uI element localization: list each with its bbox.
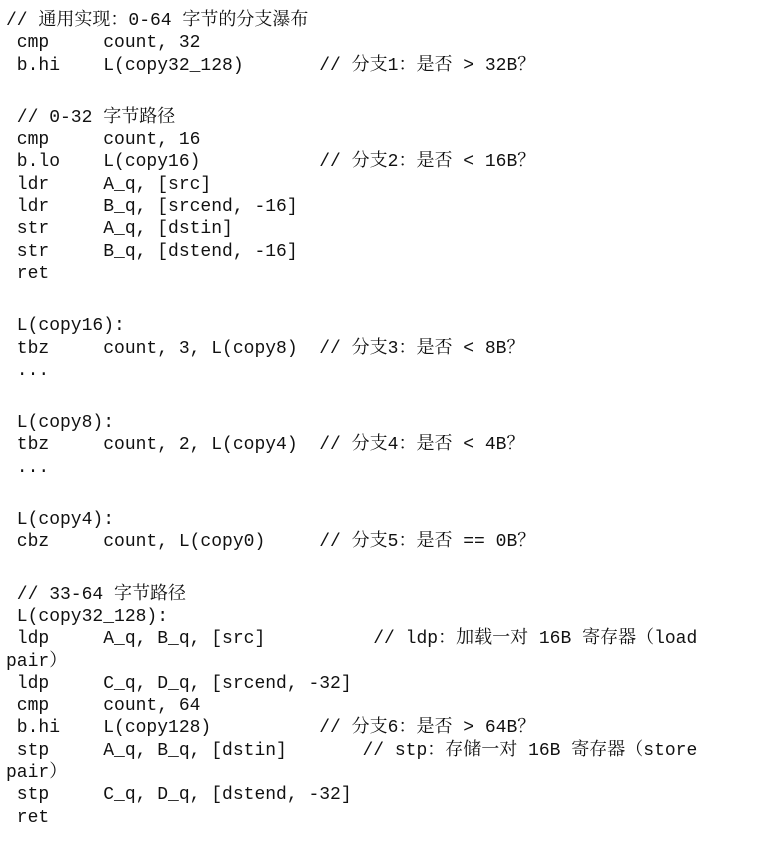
code-line: cmp count, 64 [6,696,201,717]
blank-line [6,285,774,315]
code-line: L(copy8): [6,413,115,434]
code-line: stp C_q, D_q, [dstend, -32] [6,785,352,806]
code-line: tbz count, 2, L(copy4) // 分支4：是否 < 4B？ [6,435,525,456]
code-line: ret [6,263,50,284]
code-listing [6,10,774,829]
code-line: ldr B_q, [srcend, -16] [6,197,298,218]
blank-line [6,382,774,412]
code-line: b.hi L(copy32_128) // 分支1：是否 > 32B？ [6,55,536,76]
code-line: L(copy32_128): [6,606,169,627]
blank-line [6,554,774,584]
code-line: // 通用实现：0-64 字节的分支瀑布 [6,11,309,31]
code-line: ... [6,360,50,381]
code-line: b.lo L(copy16) // 分支2：是否 < 16B？ [6,152,536,173]
code-line: b.hi L(copy128) // 分支6：是否 > 64B？ [6,718,536,739]
code-line: tbz count, 3, L(copy8) // 分支3：是否 < 8B？ [6,338,525,359]
code-line: ... [6,457,50,478]
code-line: // 0-32 字节路径 [6,107,176,128]
blank-line [6,479,774,509]
code-line: // 33-64 字节路径 [6,584,187,605]
code-line: pair） [6,763,68,784]
code-line: cmp count, 16 [6,130,201,151]
code-line: str B_q, [dstend, -16] [6,241,298,262]
code-line: cbz count, L(copy0) // 分支5：是否 == 0B？ [6,532,536,553]
blank-line [6,77,774,107]
code-line: pair） [6,651,68,672]
code-line: L(copy16): [6,316,125,337]
code-line: ldp C_q, D_q, [srcend, -32] [6,673,352,694]
code-line: ret [6,807,50,828]
code-line: str A_q, [dstin] [6,219,233,240]
code-line: ldr A_q, [src] [6,174,212,195]
code-line: stp A_q, B_q, [dstin] // stp：存储一对 16B 寄存器（store [6,740,698,761]
code-line: cmp count, 32 [6,33,201,54]
code-line: L(copy4): [6,510,115,531]
code-line: ldp A_q, B_q, [src] // ldp：加载一对 16B 寄存器（load [6,629,698,650]
